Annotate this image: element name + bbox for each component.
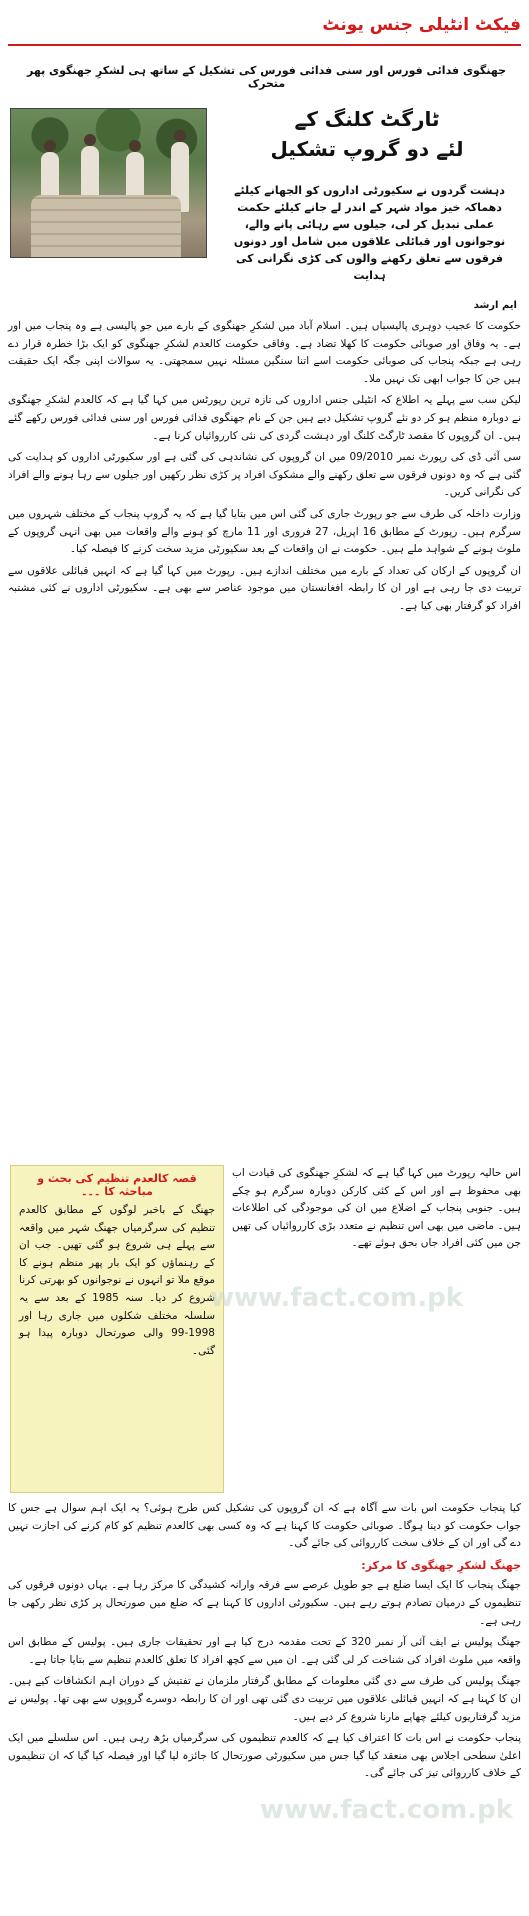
article-body-bottom	[8, 1500, 521, 1787]
headline	[217, 104, 517, 164]
photo-sandbags	[31, 195, 181, 257]
article-deck: دہشت گردوں نے سکیورٹی اداروں کو الجھانے کیلئے دھماکہ خیز مواد شہر کے اندر لے جانے کیلئے حکمت عملی تبدیل کر لی، جیلوں سے رہائی پانے والے، نوجوانوں اور قبائلی علاقوں میں شامل اور دونوں فرقوں سے تعلق رکھنے والوں کی کڑی نگرانی کی ہدایت	[233, 184, 506, 282]
watermark: www.fact.com.pk	[260, 1795, 513, 1825]
sidebar-box-text: جھنگ کے باخبر لوگوں کے مطابق کالعدم تنظیم کی سرگرمیاں جھنگ شہر میں واقعہ سے پہلے ہی شروع ہو گئی تھیں۔ جب ان کے رہنماؤں کو ایک بار پھر منظم ہونے کا موقع ملا تو انہوں نے نوجوانوں کو بھرتی کرنا شروع کر دیا۔ سنہ 1985 کے بعد سے یہ سلسلہ مختلف شکلوں میں جاری رہا اور 1998-99 والی صورتحال دوبارہ پیدا ہو گئی۔	[19, 1204, 215, 1357]
headline-line-1: ٹارگٹ کلنگ کے	[294, 107, 440, 131]
article-body-middle	[232, 1165, 521, 1253]
article-body-top	[8, 318, 521, 620]
paragraph: پنجاب حکومت نے اس بات کا اعتراف کیا ہے کہ کالعدم تنظیموں کی سرگرمیاں بڑھ رہی ہیں۔ اس سلسلے میں ایک اعلیٰ سطحی اجلاس بھی منعقد کیا گیا جس میں سکیورٹی صورتحال کا جائزہ لیا گیا اور فیصلہ کیا گیا کہ ان تنظیموں کے خلاف کارروائی تیز کی جائے گی۔	[8, 1732, 521, 1780]
paragraph: لیکن سب سے پہلے یہ اطلاع کہ انٹیلی جنس اداروں کی تازہ ترین رپورٹس میں کہا گیا ہے کہ کالعدم لشکرِ جھنگوی نے دوبارہ منظم ہو کر دو نئے گروپ تشکیل دیے ہیں جن کے نام جھنگوی فدائی فورس اور سنی فدائی فورس رکھے گئے ہیں۔ ان گروپوں کا مقصد ٹارگٹ کلنگ اور دہشت گردی کی نئی کارروائیاں کرنا ہے۔	[8, 394, 521, 442]
paragraph: ان گروپوں کے ارکان کی تعداد کے بارے میں مختلف اندازے ہیں۔ رپورٹ میں کہا گیا ہے کہ انہیں قبائلی علاقوں سے تربیت دی جا رہی ہے اور ان کا رابطہ افغانستان میں موجود عناصر سے بھی ہے۔ سکیورٹی اداروں نے کئی مشتبہ افراد کو گرفتار بھی کیا ہے۔	[8, 564, 521, 612]
headline-line-2: لئے دو گروپ تشکیل	[270, 137, 464, 161]
paragraph: جھنگ پنجاب کا ایک ایسا ضلع ہے جو طویل عرصے سے فرقہ وارانہ کشیدگی کا مرکز رہا ہے۔ یہاں دونوں فرقوں کی تنظیموں کے درمیان تصادم ہوتے رہے ہیں۔ سکیورٹی اداروں کا کہنا ہے کہ ضلع میں صورتحال پر کڑی نظر رکھی جا رہی ہے۔	[8, 1579, 521, 1627]
sidebar-box	[10, 1165, 224, 1493]
article-photo	[10, 108, 207, 258]
paragraph: وزارت داخلہ کی طرف سے جو رپورٹ جاری کی گئی اس میں بتایا گیا ہے کہ یہ گروپ پنجاب کے مختلف شہروں میں سرگرم ہیں۔ رپورٹ کے مطابق 16 اپریل، 27 فروری اور 11 مارچ کو ہونے والے واقعات میں بھی انہی گروپوں کے ملوث ہونے کے شواہد ملے ہیں۔ حکومت نے ان واقعات کے بعد سکیورٹی مزید سخت کرنے کا فیصلہ کیا۔	[8, 507, 521, 556]
paragraph: سی آئی ڈی کی رپورٹ نمبر 09/2010 میں ان گروپوں کی نشاندہی کی گئی ہے اور سکیورٹی اداروں کو ہدایت کی گئی ہے کہ وہ دونوں فرقوں سے تعلق رکھنے والے مشکوک افراد پر کڑی نظر رکھیں اور جیلوں سے رہا ہونے والے افراد کی نگرانی کریں۔	[8, 451, 521, 499]
paragraph: اس حالیہ رپورٹ میں کہا گیا ہے کہ لشکرِ جھنگوی کی قیادت اب بھی محفوظ ہے اور اس کے کئی کارکن دوبارہ سرگرم ہو چکے ہیں۔ جنوبی پنجاب کے اضلاع میں ان کی موجودگی کی اطلاعات ہیں۔ ماضی میں بھی اس تنظیم نے متعدد بڑی کارروائیاں کی تھیں جن میں کئی افراد جاں بحق ہوئے تھے۔	[232, 1167, 521, 1250]
paragraph: جھنگ پولیس نے ایف آئی آر نمبر 320 کے تحت مقدمہ درج کیا ہے اور تحقیقات جاری ہیں۔ پولیس کے مطابق اس واقعہ میں ملوث افراد کی شناخت کر لی گئی ہے۔ ان میں سے کچھ افراد کا تعلق کالعدم تنظیم سے بتایا جاتا ہے۔	[8, 1636, 521, 1666]
section-heading: جھنگ لشکرِ جھنگوی کا مرکز:	[361, 1558, 521, 1572]
watermark: www.fact.com.pk	[210, 1283, 463, 1313]
paragraph: حکومت کا عجیب دوہری پالیسیاں ہیں۔ اسلام آباد میں لشکرِ جھنگوی کے بارے میں جو پالیسی ہے وہ پنجاب میں اور ہے۔ یہ وفاق اور صوبائی حکومت کا کھلا تضاد ہے۔ وفاقی حکومت کالعدم لشکرِ جھنگوی کو ایک بڑا خطرہ قرار دے رہی ہے جبکہ پنجاب کی صوبائی حکومت اسے اتنا سنگین مسئلہ نہیں سمجھتی۔ یہ سوالات اپنی جگہ ایک حقیقت ہیں جن کا جواب ابھی تک نہیں ملا۔	[8, 320, 521, 385]
masthead-rule	[8, 44, 521, 46]
brand-title: فیکٹ انٹیلی جنس یونٹ	[322, 15, 521, 35]
article-subhead: جھنگوی فدائی فورس اور سنی فدائی فورس کی تشکیل کے ساتھ ہی لشکرِ جھنگوی پھر متحرک	[26, 64, 507, 90]
byline: ایم ارشد	[473, 300, 517, 311]
sidebar-box-title: قصہ کالعدم تنظیم کی بحث و مباحثہ کا ۔۔۔	[37, 1172, 197, 1198]
paragraph: جھنگ پولیس کی طرف سے دی گئی معلومات کے مطابق گرفتار ملزمان نے تفتیش کے دوران اہم انکشافات کیے ہیں۔ ان کا کہنا ہے کہ انہیں قبائلی علاقوں میں تربیت دی گئی تھی اور ان کا رابطہ دوسرے گروپوں سے بھی تھا۔ پولیس نے مزید گرفتاریوں کیلئے چھاپے مارنا شروع کر دیے ہیں۔	[8, 1675, 521, 1723]
masthead	[221, 10, 521, 40]
paragraph: کیا پنجاب حکومت اس بات سے آگاہ ہے کہ ان گروپوں کی تشکیل کس طرح ہوئی؟ یہ ایک اہم سوال ہے جس کا جواب حکومت کو دینا ہوگا۔ صوبائی حکومت کا کہنا ہے کہ وہ کسی بھی کالعدم تنظیم کو کام کرنے کی اجازت نہیں دے گی اور ان کے خلاف سخت کارروائی کی جائے گی۔	[8, 1502, 521, 1550]
